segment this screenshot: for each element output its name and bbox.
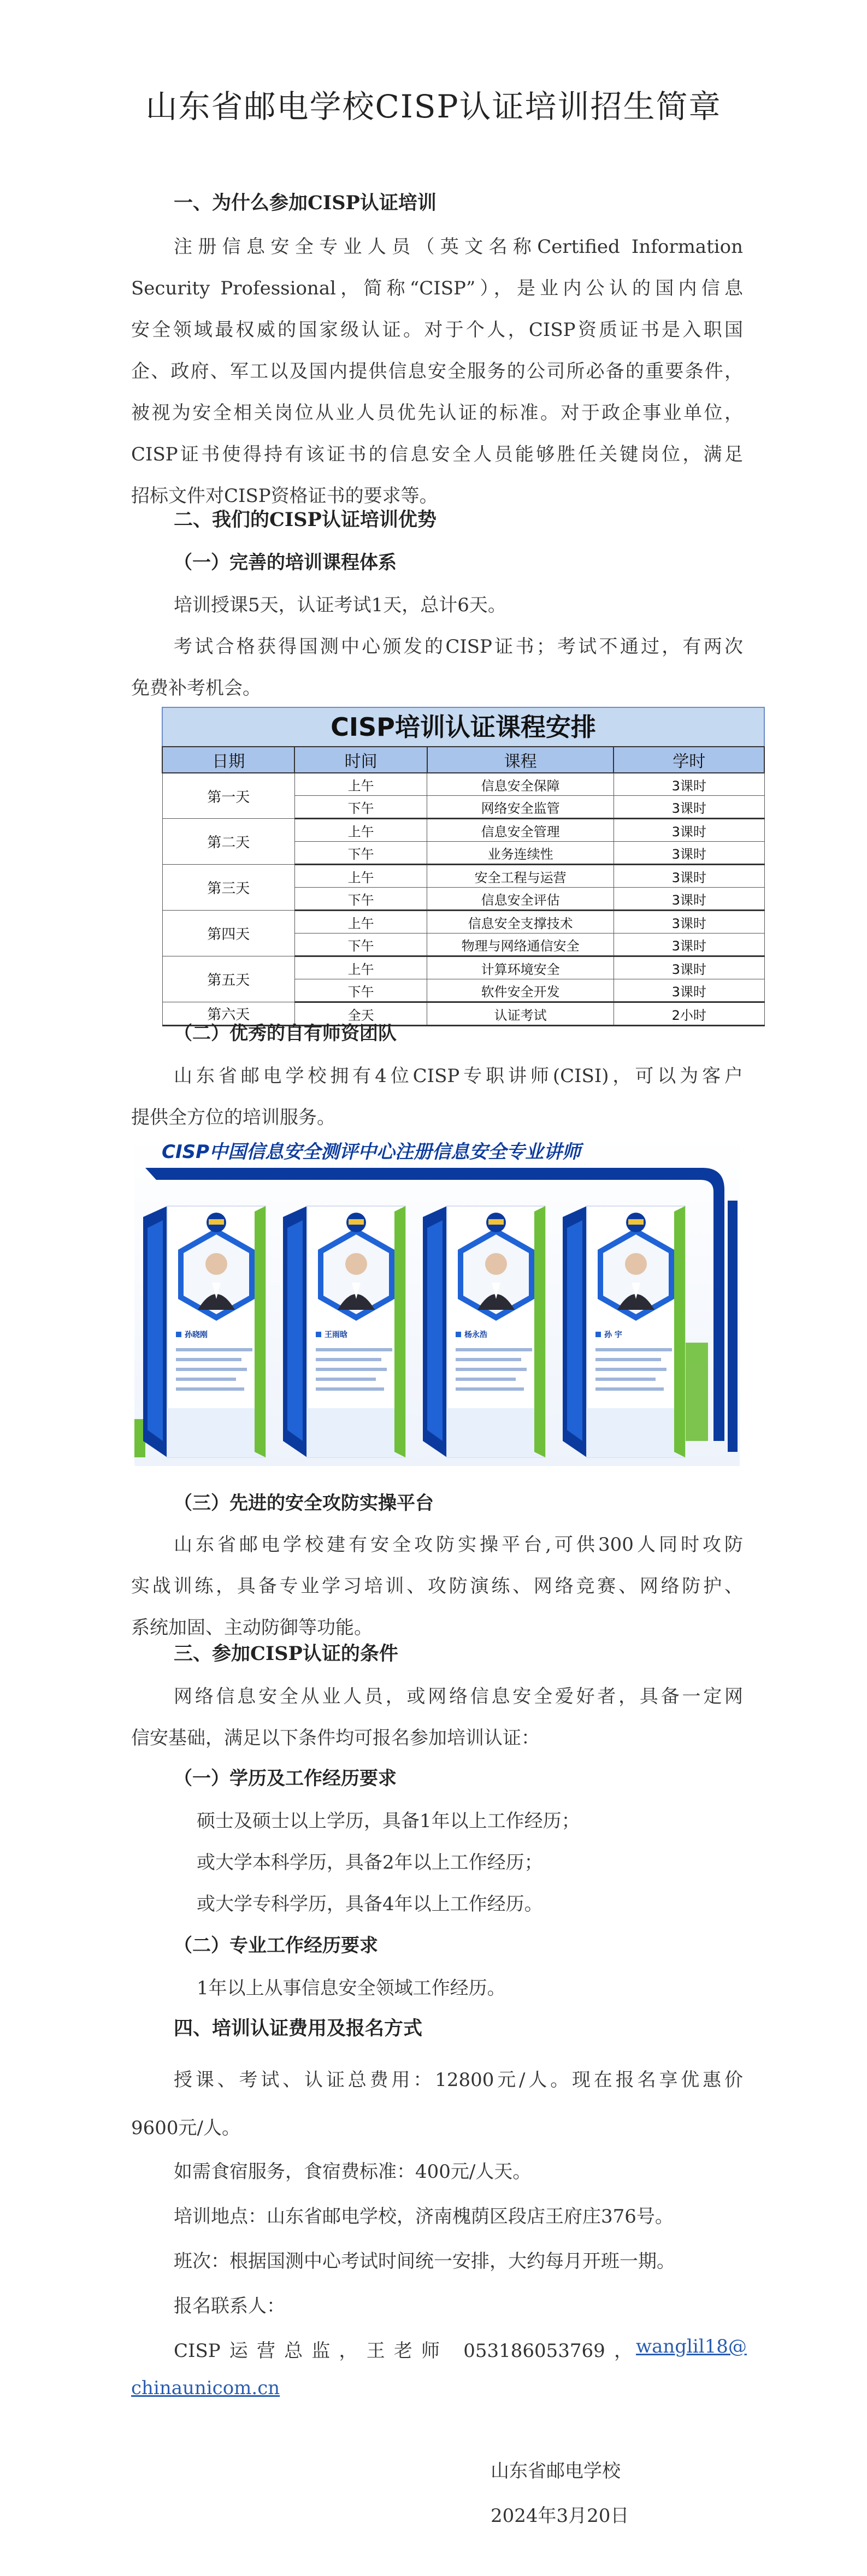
- teacher-name: 孙 宇: [604, 1331, 622, 1339]
- s3-sub1-item-3: 或大学专科学历，具备4年以上工作经历。: [197, 1893, 543, 1915]
- schedule-course: 软件安全开发: [427, 979, 614, 1002]
- schedule-course: 信息安全评估: [427, 888, 614, 911]
- section-4-heading: 四、培训认证费用及报名方式: [174, 2017, 423, 2040]
- document-title: 山东省邮电学校CISP认证培训招生简章: [145, 88, 722, 125]
- schedule-course: 安全工程与运营: [427, 865, 614, 888]
- s3-line2: 信安基础，满足以下条件均可报名参加培训认证：: [131, 1727, 540, 1749]
- signature-org: 山东省邮电学校: [491, 2460, 621, 2482]
- teacher-card: [143, 1206, 266, 1457]
- schedule-course: 计算环境安全: [427, 956, 614, 979]
- s3-sub1-item-1: 硕士及硕士以上学历，具备1年以上工作经历；: [197, 1810, 580, 1832]
- schedule-course: 信息安全保障: [427, 773, 614, 796]
- s1-line-4: 企、政府、军工以及国内提供信息安全服务的公司所必备的重要条件，: [131, 361, 743, 382]
- s2-sub2-heading: （二）优秀的自有师资团队: [174, 1023, 397, 1044]
- schedule-time: 下午: [294, 842, 427, 865]
- schedule-row: [162, 773, 764, 796]
- teacher-name: 孙晓刚: [185, 1331, 208, 1339]
- schedule-time: 上午: [294, 819, 427, 842]
- teacher-name: 王雨晗: [325, 1331, 347, 1339]
- s4-meals: 如需食宿服务，食宿费标准：400元/人天。: [174, 2161, 532, 2183]
- s1-line-6: CISP证书使得持有该证书的信息安全人员能够胜任关键岗位，满足: [131, 444, 743, 465]
- header-time: 时间: [294, 747, 427, 773]
- s2-sub1-para2-line1: 考试合格获得国测中心颁发的CISP证书；考试不通过，有两次: [174, 636, 743, 658]
- header-course: 课程: [427, 747, 614, 773]
- s2-sub3-heading: （三）先进的安全攻防实操平台: [174, 1492, 434, 1514]
- schedule-hours: 3课时: [614, 865, 764, 888]
- s3-sub1-heading: （一）学历及工作经历要求: [174, 1768, 397, 1789]
- s3-sub2-item: 1年以上从事信息安全领域工作经历。: [197, 1977, 506, 1999]
- s2-sub2-line1: 山东省邮电学校拥有4位CISP专职讲师(CISI)，可以为客户: [174, 1065, 743, 1087]
- email-link-part1[interactable]: wanglil18@: [636, 2336, 747, 2358]
- s1-line-5: 被视为安全相关岗位从业人员优先认证的标准。对于政企事业单位，: [131, 402, 743, 424]
- s1-line-2: Security Professional，简称“CISP”），是业内公认的国内信息: [131, 277, 743, 299]
- s2-sub3-line3: 系统加固、主动防御等功能。: [131, 1617, 373, 1639]
- schedule-course: 物理与网络通信安全: [427, 933, 614, 956]
- schedule-hours: 3课时: [614, 888, 764, 911]
- teacher-banner: [134, 1135, 740, 1466]
- signature-date: 2024年3月20日: [491, 2505, 629, 2527]
- schedule-hours: 3课时: [614, 933, 764, 956]
- schedule-row: [162, 956, 764, 979]
- schedule-course: 信息安全支撑技术: [427, 911, 614, 933]
- schedule-row: [162, 819, 764, 842]
- email-link-part2[interactable]: chinaunicom.cn: [131, 2377, 280, 2399]
- schedule-time: 下午: [294, 979, 427, 1002]
- schedule-hours: 3课时: [614, 842, 764, 865]
- schedule-time: 下午: [294, 796, 427, 819]
- s2-sub3-line2: 实战训练，具备专业学习培训、攻防演练、网络竞赛、网络防护、: [131, 1575, 743, 1597]
- schedule-day: 第二天: [162, 819, 294, 865]
- s4-schedule-note: 班次：根据国测中心考试时间统一安排，大约每月开班一期。: [174, 2250, 675, 2272]
- schedule-course: 业务连续性: [427, 842, 614, 865]
- schedule-hours: 3课时: [614, 819, 764, 842]
- s4-fee-line2: 9600元/人。: [131, 2117, 240, 2139]
- s4-fee-line1: 授课、考试、认证总费用：12800元/人。现在报名享优惠价: [174, 2069, 743, 2091]
- schedule-time: 上午: [294, 865, 427, 888]
- header-hours: 学时: [614, 747, 764, 773]
- s2-sub2-line2: 提供全方位的培训服务。: [131, 1107, 335, 1129]
- banner-title: CISP中国信息安全测评中心注册信息安全专业讲师: [162, 1141, 581, 1163]
- schedule-day: 第一天: [162, 773, 294, 819]
- teacher-name: 杨永浩: [464, 1331, 487, 1339]
- teacher-card: [283, 1206, 405, 1457]
- schedule-time: 上午: [294, 956, 427, 979]
- section-1-heading: 一、为什么参加CISP认证培训: [174, 192, 437, 214]
- teacher-card: [563, 1206, 685, 1457]
- s3-line1: 网络信息安全从业人员，或网络信息安全爱好者，具备一定网: [174, 1686, 743, 1708]
- schedule-day: 第五天: [162, 956, 294, 1002]
- schedule-time: 上午: [294, 911, 427, 933]
- section-3-heading: 三、参加CISP认证的条件: [174, 1643, 398, 1665]
- schedule-hours: 3课时: [614, 956, 764, 979]
- schedule-hours: 3课时: [614, 979, 764, 1002]
- schedule-row: [162, 865, 764, 888]
- schedule-grid: [162, 746, 765, 1026]
- s2-sub1-heading: （一）完善的培训课程体系: [174, 552, 397, 574]
- schedule-course: 认证考试: [427, 1002, 614, 1026]
- s1-line-3: 安全领域最权威的国家级认证。对于个人，CISP资质证书是入职国: [131, 319, 743, 341]
- schedule-time: 全天: [294, 1002, 427, 1026]
- schedule-day: 第六天: [162, 1002, 294, 1026]
- schedule-hours: 3课时: [614, 911, 764, 933]
- schedule-course: 信息安全管理: [427, 819, 614, 842]
- schedule-row: [162, 911, 764, 933]
- schedule-day: 第四天: [162, 911, 294, 956]
- schedule-table: [162, 707, 765, 1026]
- s1-line-7: 招标文件对CISP资格证书的要求等。: [131, 485, 438, 507]
- s2-sub1-para1: 培训授课5天，认证考试1天，总计6天。: [174, 594, 506, 616]
- schedule-body: [162, 773, 764, 1026]
- schedule-hours: 3课时: [614, 773, 764, 796]
- section-2-heading: 二、我们的CISP认证培训优势: [174, 509, 437, 531]
- schedule-time: 上午: [294, 773, 427, 796]
- schedule-time: 下午: [294, 933, 427, 956]
- schedule-title: CISP培训认证课程安排: [162, 707, 765, 746]
- s1-line-1: 注册信息安全专业人员（英文名称Certified Information: [174, 236, 743, 258]
- s4-contact-label: 报名联系人：: [174, 2295, 285, 2317]
- schedule-hours: 3课时: [614, 796, 764, 819]
- s4-location: 培训地点：山东省邮电学校，济南槐荫区段店王府庄376号。: [174, 2206, 674, 2228]
- s3-sub2-heading: （二）专业工作经历要求: [174, 1935, 378, 1957]
- schedule-course: 网络安全监管: [427, 796, 614, 819]
- schedule-day: 第三天: [162, 865, 294, 911]
- schedule-time: 下午: [294, 888, 427, 911]
- schedule-hours: 2小时: [614, 1002, 764, 1026]
- teacher-card: [423, 1206, 545, 1457]
- s4-contact-line: CISP运营总监，王老师 053186053769，: [174, 2340, 633, 2362]
- s2-sub3-line1: 山东省邮电学校建有安全攻防实操平台,可供300人同时攻防: [174, 1534, 743, 1556]
- teacher-banner-graphic: [134, 1135, 740, 1466]
- s3-sub1-item-2: 或大学本科学历，具备2年以上工作经历；: [197, 1852, 543, 1874]
- header-date: 日期: [162, 747, 294, 773]
- s2-sub1-para2-line2: 免费补考机会。: [131, 677, 261, 699]
